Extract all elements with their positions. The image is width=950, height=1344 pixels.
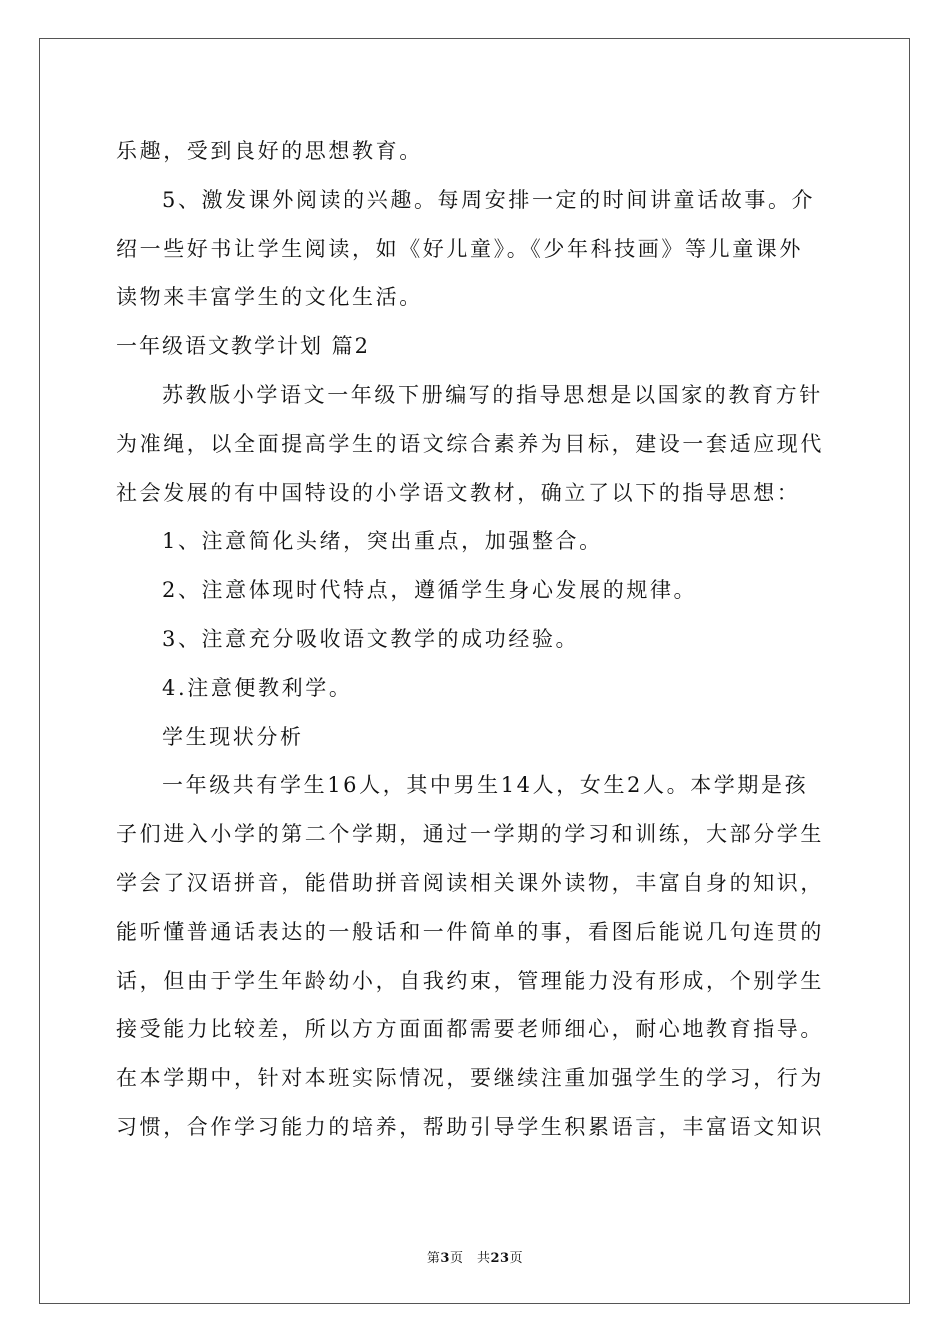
text-line: 习惯，合作学习能力的培养，帮助引导学生积累语言，丰富语文知识 (116, 1114, 824, 1139)
list-item: 1、注意简化头绪，突出重点，加强整合。 (162, 529, 603, 554)
text-line: 乐趣，受到良好的思想教育。 (116, 139, 423, 163)
text-line: 子们进入小学的第二个学期，通过一学期的学习和训练，大部分学生 (116, 822, 824, 847)
list-item: 4.注意便教利学。 (162, 675, 353, 700)
list-item: 3、注意充分吸收语文教学的成功经验。 (162, 626, 580, 651)
document-body (116, 127, 836, 1152)
text-line: 在本学期中，针对本班实际情况，要继续注重加强学生的学习，行为 (116, 1066, 824, 1091)
text-line: 一年级共有学生16人，其中男生14人，女生2人。本学期是孩 (162, 773, 809, 798)
text-line: 话，但由于学生年龄幼小，自我约束，管理能力没有形成，个别学生 (116, 968, 824, 993)
text-line: 社会发展的有中国特设的小学语文教材，确立了以下的指导思想： (116, 480, 801, 505)
footer-suffix: 页 (509, 1251, 524, 1266)
text-line: 为准绳，以全面提高学生的语文综合素养为目标，建设一套适应现代 (116, 431, 824, 456)
page-footer (0, 1247, 950, 1266)
text-line: 绍一些好书让学生阅读，如《好儿童》。《少年科技画》等儿童课外 (116, 236, 803, 261)
text-line: 苏教版小学语文一年级下册编写的指导思想是以国家的教育方针 (162, 382, 823, 407)
subsection-heading: 学生现状分析 (162, 724, 304, 749)
footer-middle: 页 共 (449, 1251, 491, 1266)
text-line: 学会了汉语拼音，能借助拼音阅读相关课外读物，丰富自身的知识， (116, 870, 824, 895)
footer-prefix: 第 (426, 1251, 441, 1266)
current-page-number: 3 (440, 1251, 450, 1266)
text-line: 5、激发课外阅读的兴趣。每周安排一定的时间讲童话故事。介 (162, 187, 816, 212)
text-line: 接受能力比较差，所以方方面面都需要老师细心，耐心地教育指导。 (116, 1017, 824, 1042)
section-heading: 一年级语文教学计划 篇2 (116, 334, 371, 359)
text-line: 能听懂普通话表达的一般话和一件简单的事，看图后能说几句连贯的 (116, 919, 824, 944)
total-page-count: 23 (490, 1251, 510, 1266)
text-line: 读物来丰富学生的文化生活。 (116, 285, 423, 310)
list-item: 2、注意体现时代特点，遵循学生身心发展的规律。 (162, 578, 698, 603)
